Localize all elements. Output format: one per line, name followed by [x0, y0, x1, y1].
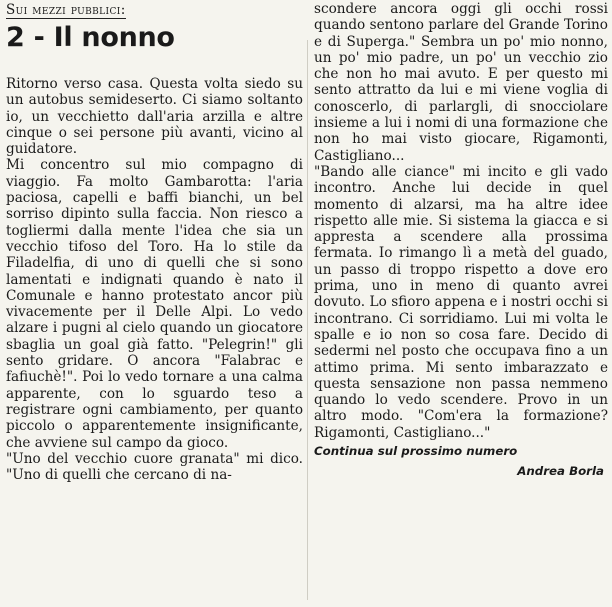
- paragraph-3: "Uno del vecchio cuore granata" mi dico. "Uno di quelli che cercano di na-: [6, 450, 303, 484]
- article-title: 2 - Il nonno: [6, 22, 175, 53]
- author-byline: Andrea Borla: [517, 464, 604, 479]
- section-label: Sui mezzi pubblici:: [6, 2, 126, 18]
- right-column: [314, 1, 608, 479]
- paragraph-2: Mi concentro sul mio compagno di viaggio. Fa molto Gambarotta: l'aria paciosa, capelli e baffi bianchi, un bel sorriso dipinto sulla faccia. Non riesco a togliermi dalla mente l'idea che sia un vecchio tifoso del Toro. Ha lo stile da Filadelfia, di uno di quelli che si sono lamentati e indignati quando è nato il Comunale e hanno protestato ancor più vivacemente per il Delle Alpi. Lo vedo alzare i pugni al cielo quando un giocatore sbaglia un goal già fatto. "Pelegrin!" gli sento gridare. O ancora "Falabrac e fafiuchè!". Poi lo vedo tornare a una calma apparente, con lo sguardo teso a registrare ogni cambiamento, per quanto piccolo o apparentemente insignificante, che avviene sul campo da gioco.: [6, 157, 303, 451]
- paragraph-1: Ritorno verso casa. Questa volta siedo su un autobus semideserto. Ci siamo soltanto io, un vecchietto dall'aria arzilla e altre cinque o sei persone più avanti, vicino al guidatore.: [6, 76, 303, 158]
- paragraph-4: scondere ancora oggi gli occhi rossi quando sentono parlare del Grande Torino e di Superga." Sembra un po' mio nonno, un po' mio padre, un po' un vecchio zio che non ho mai avuto. E per questo mi sento attratto da lui e mi viene voglia di conoscerlo, di parlargli, di snocciolare insieme a lui i nomi di una formazione che non ho mai visto giocare, Rigamonti, Castigliano...: [314, 1, 608, 164]
- column-divider: [307, 40, 308, 600]
- continued-note: Continua sul prossimo numero: [314, 444, 518, 459]
- left-column: [6, 0, 303, 483]
- paragraph-5: "Bando alle ciance" mi incito e gli vado incontro. Anche lui decide in quel momento di alzarsi, ma ha altre idee rispetto alle mie. Si sistema la giacca e si appresta a scendere alla prossima fermata. Io rimango lì a metà del guado, un passo di troppo rispetto a dove ero prima, uno in meno di quanto avrei dovuto. Lo sfioro appena e i nostri occhi si incontrano. Ci sorridiamo. Lui mi volta le spalle e io non so cosa fare. Decido di sedermi nel posto che occupava fino a un attimo prima. Mi sento imbarazzato e questa sensazione non passa nemmeno quando lo vedo scendere. Provo in un altro modo. "Com'era la formazione? Rigamonti, Castigliano...": [314, 163, 608, 441]
